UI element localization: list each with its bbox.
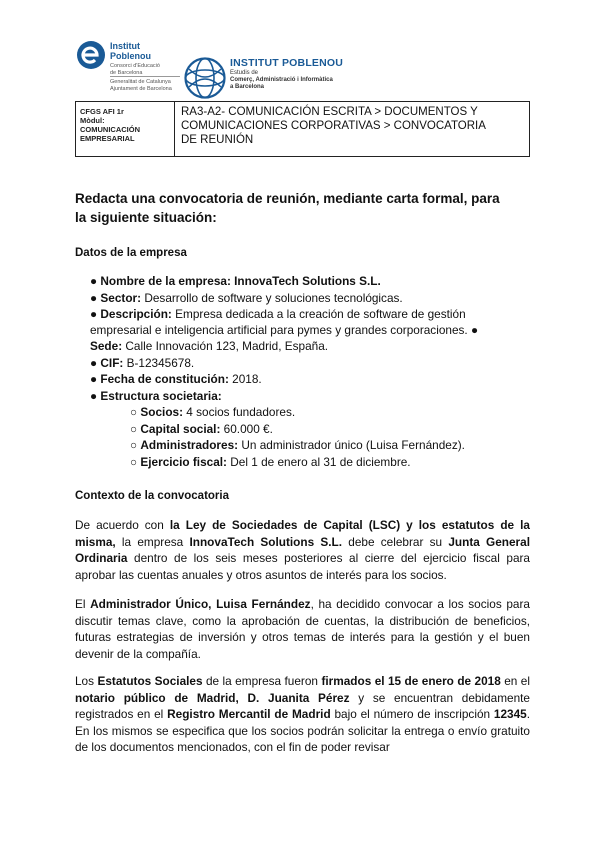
institut-poblenou-title: INSTITUT POBLENOU (230, 57, 344, 69)
course-info: CFGS AFI 1r Mòdul: COMUNICACIÓN EMPRESARIAL (80, 107, 140, 143)
context-paragraph-3: Los Estatutos Sociales de la empresa fueron firmados el 15 de enero de 2018 en el notario público de Madrid, D. Juanita Pérez y se encuentran debidamente registrados en el Registro Mercantil de Madrid bajo el número de inscripción 12345. En los mismos se especifica que los socios podrán solicitar la entrega o envío gratuito de los documentos mencionados, con el fin de poder revisar (75, 674, 530, 754)
list-item-description: ● Descripción: Empresa dedicada a la creación de software de gestión (90, 307, 466, 321)
list-item-cif: ● CIF: B-12345678. (90, 356, 195, 370)
sublist-item-capital: ○ Capital social: 60.000 €. (130, 422, 273, 436)
list-item-sede: Sede: Calle Innovación 123, Madrid, España. (90, 339, 329, 353)
institut-poblenou-subtitle: Estudis de Comerç, Administració i Informàtica a Barcelona (230, 70, 333, 91)
activity-title: RA3-A2- COMUNICACIÓN ESCRITA > DOCUMENTOS Y COMUNICACIONES CORPORATIVAS > CONVOCATORIA DE REUNIÓN (181, 106, 486, 146)
list-item-fecha: ● Fecha de constitución: 2018. (90, 372, 262, 386)
context-heading: Contexto de la convocatoria (75, 490, 230, 502)
list-item-sector: ● Sector: Desarrollo de software y soluciones tecnológicas. (90, 291, 403, 305)
sublist-item-admin: ○ Administradores: Un administrador único (Luisa Fernández). (130, 438, 465, 452)
sublist-item-socios: ○ Socios: 4 socios fundadores. (130, 405, 296, 419)
logo-divider (110, 76, 180, 77)
generalitat-text: Generalitat de Catalunya Ajuntament de Barcelona (110, 79, 172, 92)
institut-e-logo-icon (76, 40, 106, 70)
list-item-description-cont: empresarial e inteligencia artificial para pymes y grandes corporaciones. ● (90, 323, 479, 337)
institut-poblenou-wordmark: Institut Poblenou (110, 41, 151, 61)
context-paragraph-2: El Administrador Único, Luisa Fernández, ha decidido convocar a los socios para discutir temas clave, como la aprobación de cuentas, la distribución de beneficios, futuras estrategias de inversión y otros temas de interés para la gestión y el buen devenir de la compañía. (75, 597, 530, 661)
sublist-item-ejercicio: ○ Ejercicio fiscal: Del 1 de enero al 31 de diciembre. (130, 455, 411, 469)
consorci-text: Consorci d'Educació de Barcelona (110, 63, 160, 76)
task-title: Redacta una convocatoria de reunión, mediante carta formal, para la siguiente situación: (75, 191, 500, 225)
list-item-name: ● Nombre de la empresa: InnovaTech Solutions S.L. (90, 274, 381, 288)
globe-logo-icon (184, 57, 226, 99)
list-item-estructura: ● Estructura societaria: (90, 389, 222, 403)
context-paragraph-1: De acuerdo con la Ley de Sociedades de Capital (LSC) y los estatutos de la misma, la empresa InnovaTech Solutions S.L. debe celebrar su Junta General Ordinaria dentro de los seis meses posteriores al cierre del ejercicio fiscal para aprobar las cuentas anuales y otros asuntos de interés para los socios. (75, 518, 530, 582)
company-heading: Datos de la empresa (75, 247, 187, 259)
